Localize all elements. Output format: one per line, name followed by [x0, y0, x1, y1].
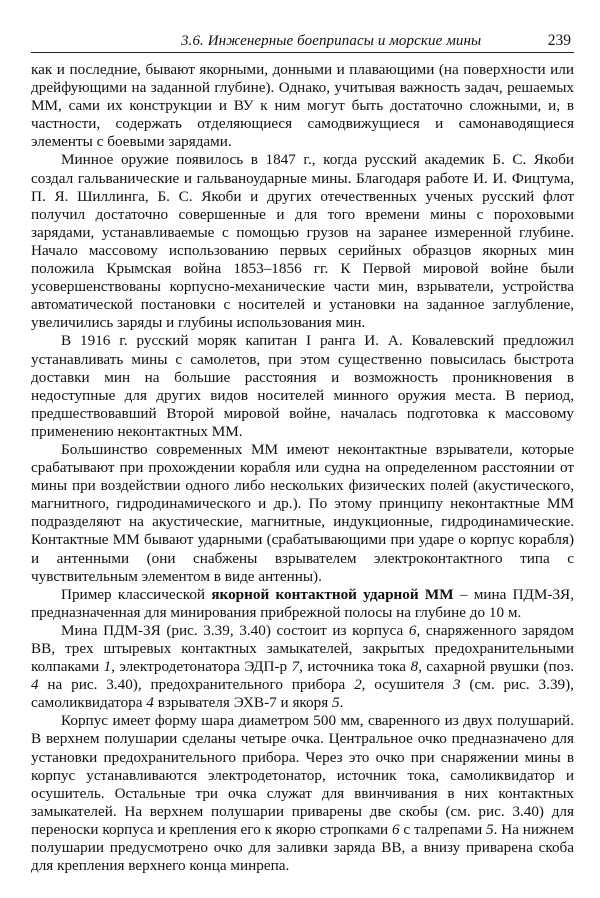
text-run: , снаряженного зарядом ВВ, трех штыревых контактных замыкателей, закрытых предохранительными колпаками: [31, 621, 574, 676]
ref-number: 5: [332, 694, 340, 712]
ref-number: 4: [146, 694, 154, 712]
ref-number: 2: [354, 676, 362, 694]
paragraph-hull: [31, 712, 574, 875]
ref-number: 5: [486, 820, 494, 838]
text-run: Мина ПДМ-3Я (рис. 3.39, 3.40) состоит из корпуса: [61, 621, 409, 639]
ref-number: 1: [103, 658, 112, 676]
ref-number: 6: [392, 820, 400, 838]
text-run: , осушителя: [361, 676, 453, 694]
text-run: . На нижнем полушарии предусмотрено очко для заливки заряда ВВ, а внизу приварена скоба для крепления верхнего конца минрепа.: [31, 820, 574, 875]
main-text: [31, 61, 574, 875]
ref-number: 8: [410, 658, 419, 676]
text-run: Корпус имеет форму шара диаметром 500 мм, сваренного из двух полушарий. В верхнем полушарии сделаны четыре очка. Центральное очко предназначено для установки предохранительного прибора. Через это очко при снаряжении мины в корпус устанавливаются электродетонатор, источник тока, самоликвидатор и осушитель. Остальные три очка служат для ввинчивания в них контактных замыкателей. На верхнем полушарии приварены две скобы (см. рис. 3.40) для переноски корпуса и крепления его к якорю стропками: [31, 712, 574, 838]
running-header: [31, 30, 574, 53]
text-run: взрывателя ЭХВ-7 и якоря: [153, 694, 333, 712]
text-run: .: [339, 694, 344, 712]
ref-number: 3: [453, 676, 461, 694]
example-text-before: Пример классической: [61, 585, 212, 603]
paragraph-aircraft-mines: В 1916 г. русский моряк капитан I ранга И. А. Ковалевский предложил устанавливать мины с самолетов, при этом существенно повысилась быстрота доставки мин на большие расстояния и возможность проникновения в недоступные для других видов носителей минного оружия места. В период, предшествовавший Второй мировой войне, началась подготовка к массовому применению неконтактных ММ.: [31, 332, 574, 440]
paragraph-continuation: как и последние, бывают якорными, донными и плавающими (на поверхности или дрейфующими на заданной глубине). Однако, учитывая важность задач, решаемых ММ, сами их конструкции и ВУ к ним могут быть достаточно сложными, и, в частности, содержать отделяющиеся самодвижущиеся и самонаводящиеся элементы с боевыми зарядами.: [31, 61, 574, 151]
text-run: , источника тока: [299, 658, 411, 676]
example-bold-term: якорной контактной ударной ММ: [211, 585, 454, 603]
page-number: 239: [547, 32, 571, 49]
example-text-after: – мина ПДМ-3Я, предназначенная для минирования прибрежной полосы на глубине до 10 м.: [31, 585, 574, 621]
paragraph-history: Минное оружие появилось в 1847 г., когда русский академик Б. С. Якоби создал гальванические и гальваноударные мины. Благодаря работе И. И. Фицтума, П. Я. Шиллинга, Б. С. Якоби и других отечественных ученых русский флот получил достаточно совершенные и для того времени мины с пороховыми зарядами, устанавливаемые с помощью грузов на заранее измеренной глубине. Начало массовому использованию первых серийных образцов якорных мин положила Крымская война 1853–1856 гг. К Первой мировой войне были усовершенствованы корпусно-механические части мин, взрыватели, устройства автоматической постановки с носителей и установки на заданное заглубление, увеличились заряды и глубины использования мин.: [31, 151, 574, 332]
ref-number: 7: [291, 658, 300, 676]
paragraph-noncontact-fuzes: Большинство современных ММ имеют неконтактные взрыватели, которые срабатывают при прохождении корабля или судна на определенном расстоянии от мины при воздействии одного либо нескольких физических полей (акустического, магнитного, гидродинамического и др.). По этому принципу неконтактные ММ подразделяют на акустические, магнитные, индукционные, гидродинамические. Контактные ММ бывают ударными (срабатывающими при ударе о корпус корабля) и антенными (они снабжены взрывателем электроконтактного типа с чувствительным элементом в виде антенны).: [31, 440, 574, 585]
ref-number: 6: [408, 621, 417, 639]
text-run: с талрепами: [399, 820, 487, 838]
section-title: 3.6. Инженерные боеприпасы и морские мины: [181, 33, 482, 49]
text-run: (см. рис. 3.39), самоликвидатора: [31, 676, 574, 712]
paragraph-pdm-composition: [31, 622, 574, 712]
text-run: , электродетонатора ЭДП-р: [111, 658, 292, 676]
text-run: , сахарной рвушки (поз.: [418, 658, 574, 676]
text-run: на рис. 3.40), предохранительного прибора: [38, 676, 355, 694]
paragraph-example: [31, 586, 574, 622]
ref-number: 4: [31, 676, 39, 694]
